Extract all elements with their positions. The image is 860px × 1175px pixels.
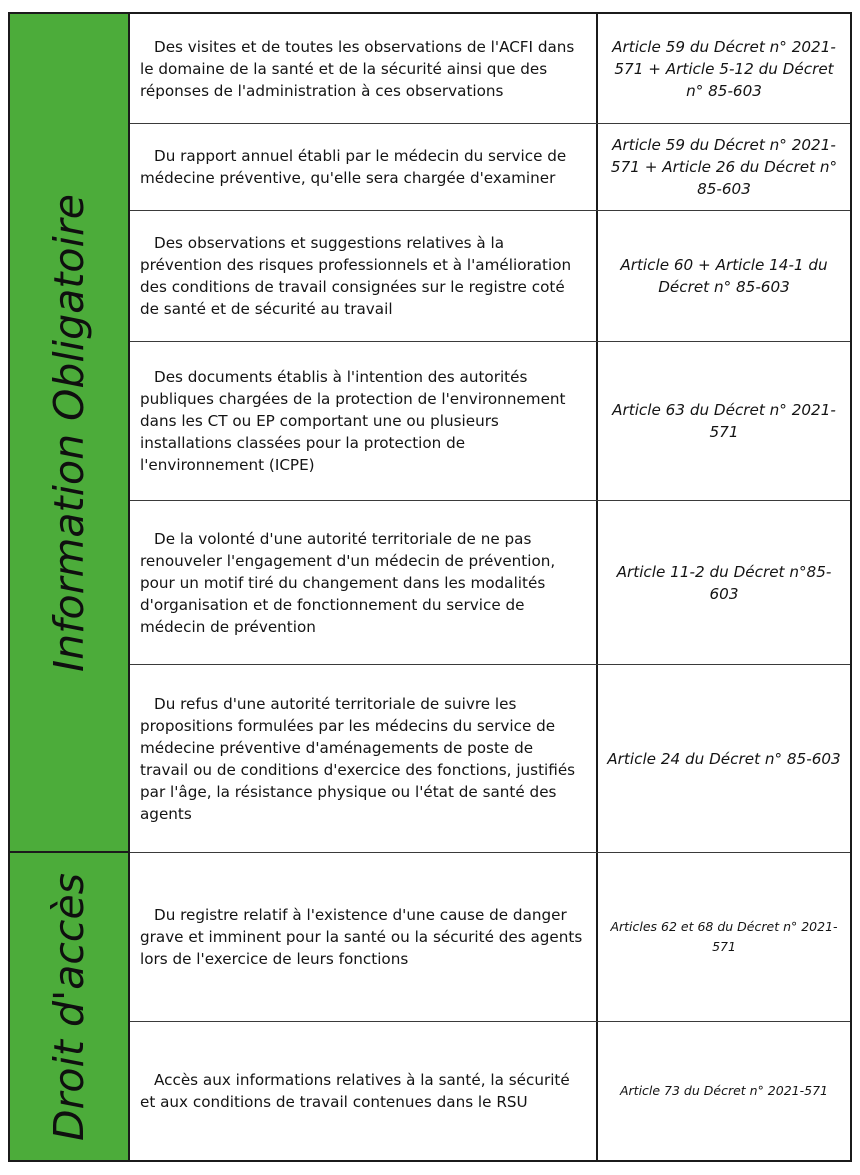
row-description: De la volonté d'une autorité territoriale de ne pas renouveler l'engagement d'un médecin de prévention, pour un motif tiré du changement dans les modalités d'organisation et de fonctionnement du service de médecin de prévention <box>130 501 598 664</box>
row-description: Des documents établis à l'intention des autorités publiques chargées de la protection de l'environnement dans les CT ou EP comportant une ou plusieurs installations classées pour la protection de l'environnement (ICPE) <box>130 342 598 500</box>
row-description: Des visites et de toutes les observations de l'ACFI dans le domaine de la santé et de la sécurité ainsi que des réponses de l'administration à ces observations <box>130 14 598 123</box>
section-label: Droit d'accès <box>45 872 93 1141</box>
row-reference: Article 63 du Décret n° 2021-571 <box>612 401 836 441</box>
row-description: Du registre relatif à l'existence d'une cause de danger grave et imminent pour la santé ou la sécurité des agents lors de l'exercice de leurs fonctions <box>130 853 598 1021</box>
table-row <box>130 211 850 342</box>
table-row <box>130 853 850 1022</box>
table-rows <box>130 14 850 1160</box>
row-description: Accès aux informations relatives à la santé, la sécurité et aux conditions de travail contenues dans le RSU <box>130 1022 598 1160</box>
row-description: Du rapport annuel établi par le médecin du service de médecine préventive, qu'elle sera chargée d'examiner <box>130 124 598 210</box>
table-row <box>130 14 850 124</box>
row-reference: Article 59 du Décret n° 2021-571 + Article 5-12 du Décret n° 85-603 <box>612 37 836 100</box>
section-droit-acces <box>10 853 130 1160</box>
row-description: Des observations et suggestions relatives à la prévention des risques professionnels et à l'amélioration des conditions de travail consignées sur le registre coté de santé et de sécurité au travail <box>130 211 598 341</box>
section-label: Information Obligatoire <box>45 193 93 672</box>
table-row <box>130 501 850 665</box>
row-reference: Article 11-2 du Décret n°85-603 <box>616 562 832 603</box>
row-reference: Article 24 du Décret n° 85-603 <box>607 749 841 768</box>
table-row <box>130 342 850 501</box>
row-reference: Article 59 du Décret n° 2021-571 + Article 26 du Décret n° 85-603 <box>610 136 838 198</box>
table-row <box>130 1022 850 1160</box>
obligations-table <box>8 12 852 1162</box>
row-reference: Article 73 du Décret n° 2021-571 <box>619 1083 828 1098</box>
table-row <box>130 665 850 853</box>
table-row <box>130 124 850 211</box>
row-reference: Articles 62 et 68 du Décret n° 2021-571 <box>610 919 838 954</box>
row-reference: Article 60 + Article 14-1 du Décret n° 85-603 <box>620 256 828 296</box>
row-description: Du refus d'une autorité territoriale de suivre les propositions formulées par les médecins du service de médecine préventive d'aménagements de poste de travail ou de conditions d'exercice des fonctions, justifiés par l'âge, la résistance physique ou l'état de santé des agents <box>130 665 598 852</box>
section-information-obligatoire <box>10 14 130 853</box>
